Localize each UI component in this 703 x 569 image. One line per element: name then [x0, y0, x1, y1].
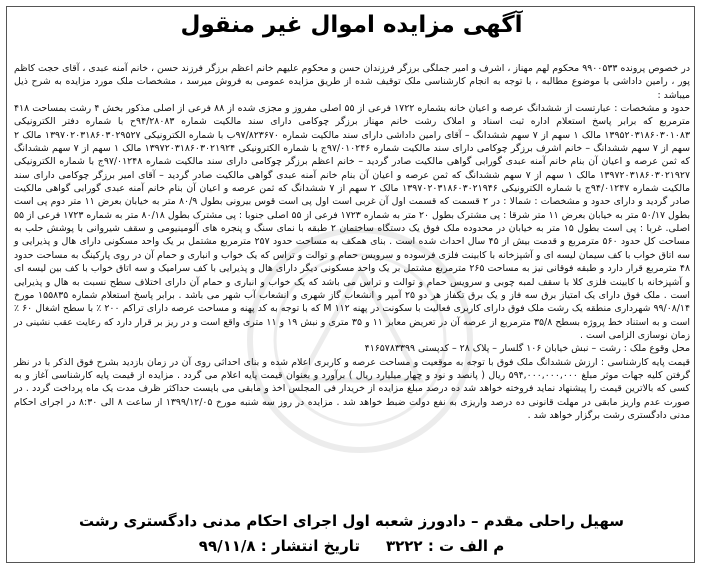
publish-date: تاریخ انتشار : ۹۹/۱۱/۸ — [198, 537, 360, 555]
price-paragraph: قیمت پایه کارشناسی : ارزش ششدانگ ملک فوق با توجه به موقعیت و مساحت عرصه و کاربری اعلام شده و بنای احداثی روی آن در زمان بازدید بشرح فوق الذکر با در نظر گرفتن کلیه جهات موثر مبلغ ۵۹۴,۰۰۰,۰۰۰,۰۰۰ ریال ( پانصد و نود و چهار میلیارد ریال ) برآورد و بعنوان قیمت پایه اعلام می گردد . مزایده از قیمت پایه کارشناسی آغاز و به کسی که بالاترین قیمت را پیشنهاد نماید فروخته خواهد شد ده درصد مبلغ مزایده از خریدار فی المجلس اخذ و مابقی می بایست حداکثر ظرف مدت یک ماه پرداخت گردد . در صورت عدم واریز مابقی در مهلت قانونی ده درصد واریزی به نفع دولت ضبط خواهد شد . مزایده در روز سه شنبه مورخ ۱۳۹۹/۱۲/۰۵ از ساعت ۸ الی ۸:۳۰ در اجرای احکام مدنی دادگستری رشت برگزار خواهد شد . — [14, 356, 690, 421]
publication-meta — [0, 537, 703, 555]
specs-paragraph: حدود و مشخصات : عبارتست از ششدانگ عرصه و اعیان خانه بشماره ۱۷۲۲ فرعی از ۵۵ اصلی مفروز و مجزی شده از ۸۸ فرعی از اصلی مذکور بخش ۴ رشت بمساحت ۴۱۸ مترمربع که برابر پاسخ استعلام اداره ثبت اسناد و املاک رشت خانم مهناز برزگر چوکامی دارای سند مالکیت شماره ۹۴/۲۸۰۸۳ح با شماره دفتر الکترونیکی ۱۳۹۵۲۰۳۱۸۶۰۳۰۱۰۸۳ مالک ۱ سهم از ۷ سهم ششدانگ – آقای رامین داداشی دارای سند مالکیت شماره ۹۷/۸۲۳۶۷۰ب با شماره الکترونیکی ۱۳۹۷۰۲۰۳۱۸۶۰۳۰۲۹۵۲۷ مالک ۲ سهم از ۷ سهم ششدانگ – خانم اشرف برزگر چوکامی دارای سند مالکیت شماره ۹۷/۰۱۰۲۴۶ج با شماره الکترونیکی ۱۳۹۷۲۰۳۱۸۶۰۳۰۲۱۹۲۴ مالک ۱ سهم از ۷ سهم ششدانگ که ثمن عرصه و اعیان آن بنام خانم آمنه عبدی گورابی گواهی مالکیت صادر گردید – خانم اعظم برزگر چوکامی دارای سند مالکیت شماره ۹۷/۰۱۲۴۸ج با شماره الکترونیکی ۱۳۹۷۲۰۳۱۸۶۰۳۰۲۱۹۲۷ مالک ۱ سهم از ۷ سهم ششدانگ که ثمن عرصه و اعیان آن بنام خانم آمنه عبدی گواهی مالکیت صادر گردید – آقای امیر برزگر چوکامی دارای سند مالکیت شماره ۹۴/۰۱۲۴۷ج با شماره الکترونیکی ۱۳۹۷۰۲۰۳۱۸۶۰۳۰۲۱۹۴۶ مالک ۲ سهم از ۷ ششدانگ که ثمن عرصه و اعیان آن بنام خانم آمنه عبدی گورابی گواهی مالکیت صادر گردید و دارای حدود و مشخصات : شمالا : در ۲ قسمت که قسمت اول آن غربی است اول پی است قوس بیرونی بطول ۸۰/۹ متر به خیابان بعرض ۱۱ متر دوم پی است بطول ۵۰/۱۷ متر به خیابان بعرض ۱۱ متر شرقا : پی مشترک بطول ۲۰ متر به شماره ۱۷۲۳ فرعی از ۵۵ اصلی جنوبا : پی مشترک بطول ۸۰/۱۸ متر به شماره ۱۷۲۳ فرعی از ۵۵ اصلی. غربا : پی است بطول ۱۵ متر به خیابان در محدوده ملک فوق یک دستگاه ساختمان ۲ طبقه با نمای سنگ و پنجره های آلومینیومی و سقف شیروانی با پوشش حلب به مساحت کل حدود ۵۶۰ مترمربع و قدمت بیش از ۴۵ سال احداث شده است . بنای همکف به مساحت حدود ۲۵۷ مترمربع مشتمل بر یک واحد مسکونی دارای هال و پذیرایی و سه اتاق خواب با کف سیمان لیسه ای و آشپزخانه با کابینت فلزی فرسوده و سرویس حمام و توالت و تراس که یک خواب و انباری و حمام آن در روی پارکینگ به مساحت حدود ۴۸ مترمربع قرار دارد و طبقه فوقانی نیز به مساحت ۲۶۵ مترمربع مشتمل بر یک واحد مسکونی دیگر دارای هال و پذیرایی با کف سرامیک و سه اتاق خواب با کف بین لیسه ای و آشپزخانه با کابینت فلزی کلا با سقف لمبه چوبی و سرویس حمام و توالت و تراس می باشد که یک خواب و انباری و حمام آن دارای اختلاف سطح نسبت به هال و پذیرایی است . ملک فوق دارای یک امتیاز برق سه فاز و یک برق تکفاز هر دو ۲۵ آمپر و انشعاب گاز شهری و انشعاب آب شهر می باشد . برابر پاسخ استعلام شماره ۱۵۵۸۳۵ مورخ ۹۹/۰۸/۱۴ شهرداری منطقه یک رشت ملک فوق دارای کاربری فعالیت با سکونت در پهنه M ۱۱۲ که با توجه به کد پهنه و مساحت عرصه دارای تراکم ۲۰۰ ٪ با سطح اشغال ۶۰ ٪ است و به استناد خط پروژه بسطح ۳۵/۸ مترمربع از عرصه آن در تعریض معابر ۱۱ و ۳۵ متری و نبش ۱۹ و ۱۱ متری واقع است و در ریز بر قرار دارد که رعایت عقب نشینی در زمان نوسازی الزامی است . — [14, 103, 691, 341]
notice-body — [14, 62, 690, 422]
address-paragraph: محل وقوع ملک : رشت – نبش خیابان ۱۰۶ گلسار – پلاک ۲۸ – کدپستی ۴۱۶۵۷۸۳۳۹۹ — [364, 343, 690, 355]
intro-paragraph: در خصوص پرونده ۹۹۰۰۵۳۳ محکوم لهم مهناز ، اشرف و امیر جملگی برزگر فرزندان حسن و محکوم علیهم خانم اعظم برزگر فرزند حسن ، خانم آمنه عبدی ، آقای حجت کاظم پور ، رامین داداشی با موضوع مطالبه ، با توجه به انجام کارشناسی ملک توقیف شده از طریق مزایده عمومی به فروش میرسد ، مشخصات ملک مورد مزایده به شرح ذیل میباشد : — [14, 63, 690, 101]
notice-title: آگهی مزایده اموال غیر منقول — [180, 12, 523, 38]
signature-line: سهیل راحلی مقدم – دادورز شعبه اول اجرای احکام مدنی دادگستری رشت — [78, 512, 624, 530]
notice-code: م الف ت : ۳۲۲۲ — [385, 537, 505, 555]
